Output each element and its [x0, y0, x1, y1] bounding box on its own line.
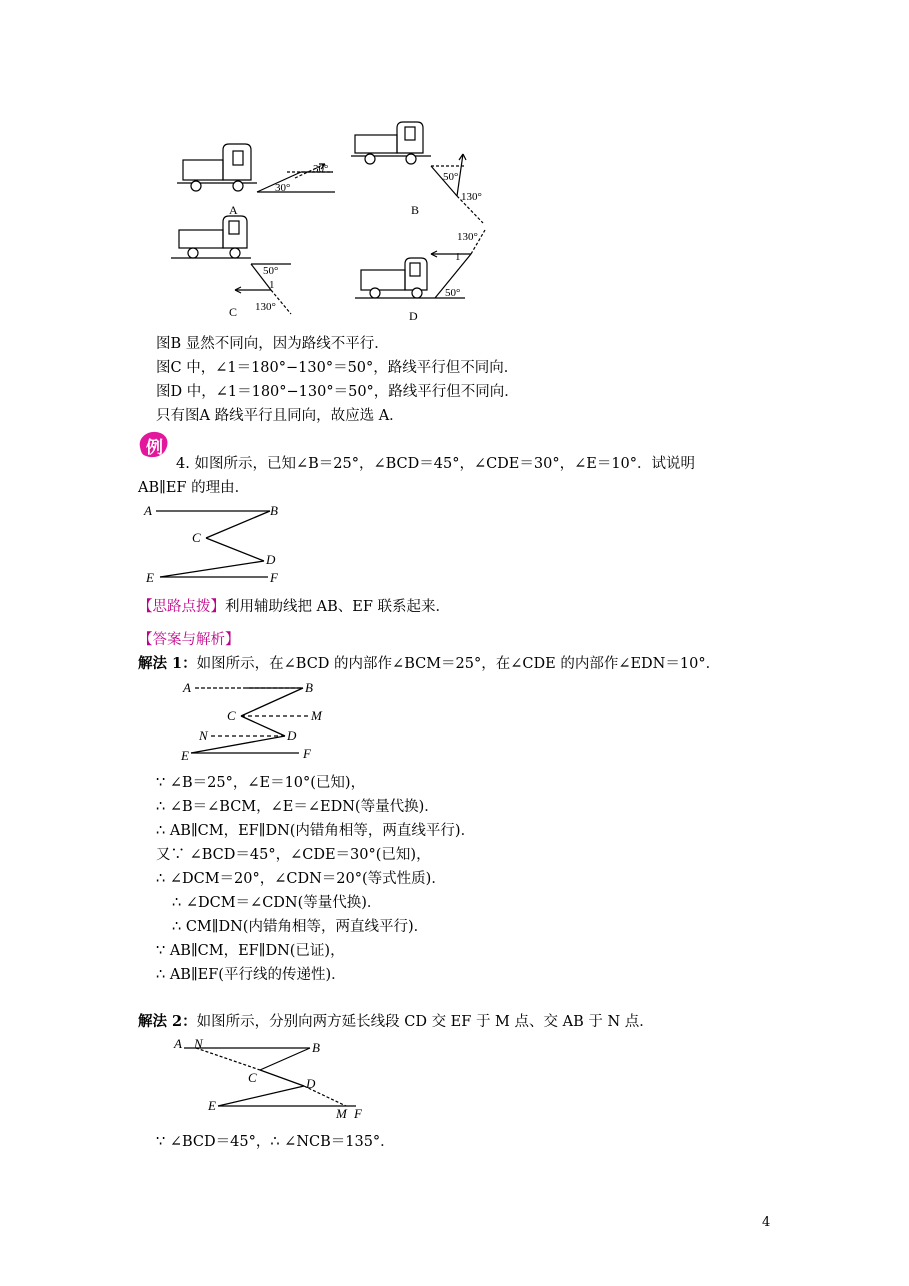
figure-zigzag-2 [175, 678, 335, 764]
figure-zigzag-1 [140, 500, 290, 590]
fig3-label-b: B [312, 1040, 320, 1055]
fig2-label-a: A [183, 680, 191, 695]
solution2-text: 如图所示，分别向两方延长线段 CD 交 EF 于 M 点、交 AB 于 N 点． [196, 1014, 654, 1030]
example-line-1: 4. 如图所示，已知∠B＝25°，∠BCD＝45°，∠CDE＝30°，∠E＝10°．试说明 [176, 456, 696, 472]
fig-a-label: A [229, 203, 238, 217]
fig-c-label: C [229, 305, 238, 319]
analysis-line-2: 图C 中，∠1＝180°−130°＝50°，路线平行但不同向． [156, 360, 519, 376]
fig3-label-a: A [174, 1036, 182, 1051]
fig-b-label: B [411, 203, 420, 217]
hint-line [138, 597, 450, 617]
page-number: 4 [762, 1215, 771, 1230]
final-line: ∵ ∠BCD＝45°，∴ ∠NCB＝135°． [156, 1134, 395, 1150]
fig1-label-b: B [270, 503, 278, 518]
fig1-label-c: C [192, 530, 201, 545]
fig3-label-m: M [336, 1106, 347, 1121]
fig-c-angle-1: 50° [263, 265, 279, 277]
fig1-label-d: D [266, 552, 276, 567]
fig2-label-c: C [227, 708, 236, 723]
fig2-label-m: M [311, 708, 322, 723]
solution2-line [138, 1012, 654, 1032]
fig-d-label: D [409, 309, 418, 323]
fig2-label-b: B [305, 680, 313, 695]
example-badge [136, 429, 172, 461]
proof1-line-7: ∴ CM∥DN(内错角相等，两直线平行)． [172, 919, 429, 935]
fig2-label-n: N [199, 728, 208, 743]
fig1-label-e: E [146, 570, 154, 585]
proof1-line-8: ∵ AB∥CM，EF∥DN(已证)， [156, 943, 345, 959]
analysis-line-3: 图D 中，∠1＝180°−130°＝50°，路线平行但不同向． [156, 384, 519, 400]
solution1-label: 解法 1： [138, 655, 197, 672]
fig3-label-n: N [194, 1036, 203, 1051]
fig1-label-a: A [144, 503, 152, 518]
hint-tag: 【思路点拨】 [138, 599, 225, 615]
answer-tag: 【答案与解析】 [138, 632, 240, 648]
fig1-label-f: F [270, 570, 278, 585]
proof1-line-5: ∴ ∠DCM＝20°，∠CDN＝20°(等式性质)． [156, 871, 446, 887]
fig3-label-d: D [306, 1076, 316, 1091]
fig-b-angle-2: 130° [461, 191, 482, 203]
fig2-label-f: F [303, 746, 311, 761]
fig-d-angle-1: 130° [457, 231, 478, 243]
fig3-label-e: E [208, 1098, 216, 1113]
proof1-line-1: ∵ ∠B＝25°，∠E＝10°(已知)， [156, 775, 366, 791]
fig-d-angle-3: 50° [445, 287, 461, 299]
fig2-label-e: E [181, 748, 189, 763]
truck-figure-a [177, 144, 335, 192]
example-badge-text: 例 [146, 438, 163, 458]
fig-b-angle-1: 50° [443, 171, 459, 183]
solution1-text: 如图所示，在∠BCD 的内部作∠BCM＝25°，在∠CDE 的内部作∠EDN＝10°． [196, 656, 721, 672]
fig3-label-f: F [354, 1106, 362, 1121]
truck-figures [165, 118, 505, 328]
analysis-line-1: 图B 显然不同向，因为路线不平行． [156, 336, 389, 352]
fig3-label-c: C [248, 1070, 257, 1085]
fig-a-angle-2: 30° [313, 163, 329, 175]
proof1-line-2: ∴ ∠B＝∠BCM，∠E＝∠EDN(等量代换)． [156, 799, 439, 815]
proof1-line-6: ∴ ∠DCM＝∠CDN(等量代换)． [172, 895, 382, 911]
fig-a-angle-1: 30° [275, 182, 291, 194]
solution1-line [138, 654, 720, 674]
example-line-2: AB∥EF 的理由． [138, 480, 250, 496]
proof1-line-9: ∴ AB∥EF(平行线的传递性)． [156, 967, 346, 983]
analysis-line-4: 只有图A 路线平行且同向，故应选 A． [156, 408, 404, 424]
fig-d-angle-2: 1 [455, 251, 461, 263]
fig-c-angle-3: 130° [255, 301, 276, 313]
solution2-label: 解法 2： [138, 1013, 197, 1030]
figure-zigzag-3 [170, 1034, 370, 1124]
fig-c-angle-2: 1 [269, 279, 275, 291]
hint-text: 利用辅助线把 AB、EF 联系起来． [225, 599, 450, 615]
fig2-label-d: D [287, 728, 297, 743]
proof1-line-4: 又∵ ∠BCD＝45°，∠CDE＝30°(已知)， [156, 847, 431, 863]
proof1-line-3: ∴ AB∥CM，EF∥DN(内错角相等，两直线平行)． [156, 823, 476, 839]
